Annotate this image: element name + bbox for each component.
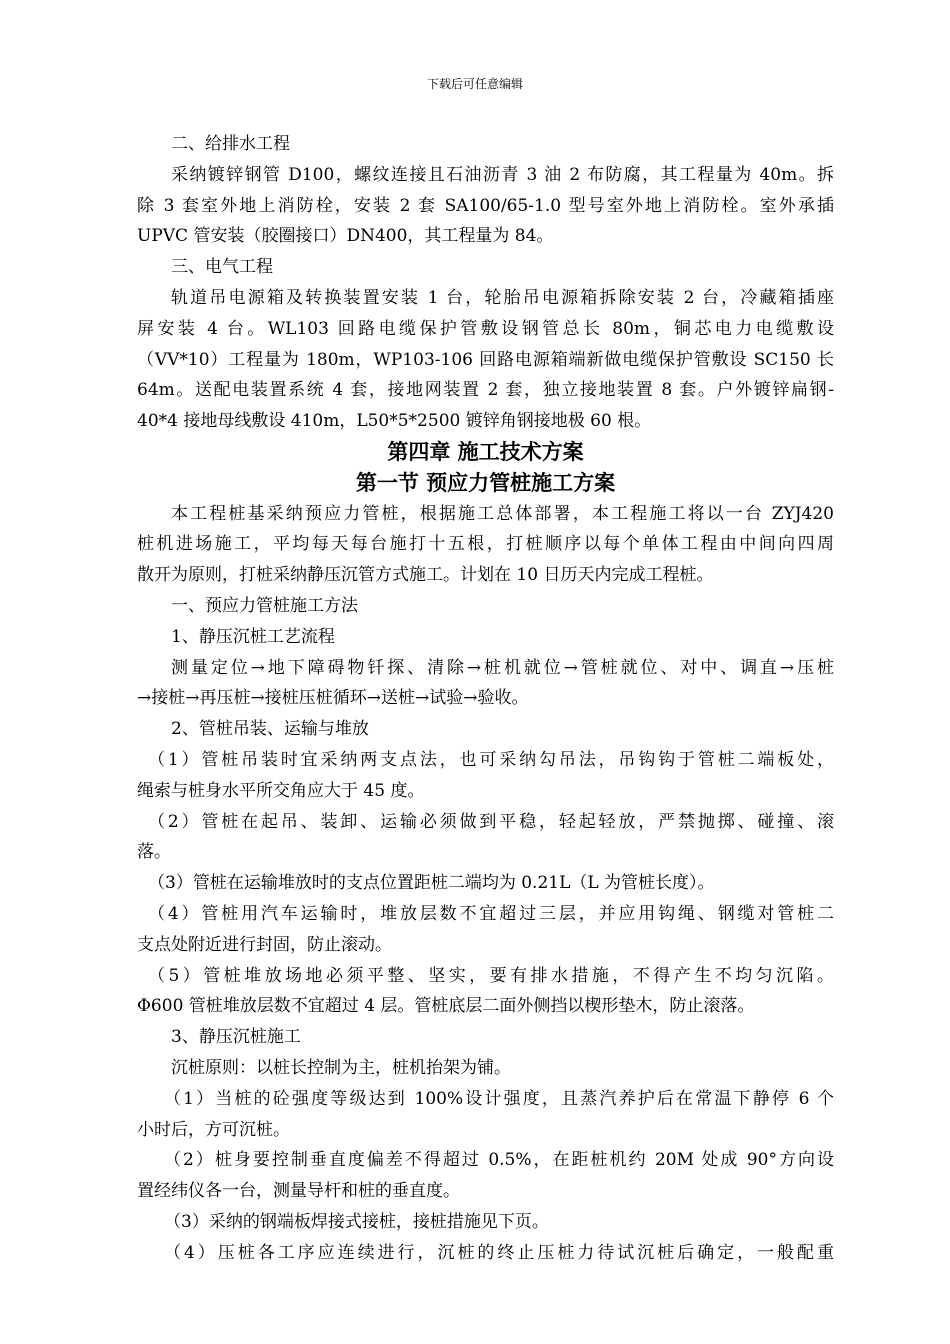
text-line: 桩机进场施工，平均每天每台施打十五根，打桩顺序以每个单体工程由中间向四周: [137, 534, 834, 555]
text-line: 散开为原则，打桩采纳静压沉管方式施工。计划在 10 日历天内完成工程桩。: [137, 565, 714, 586]
text-line: 置经纬仪各一台，测量导杆和桩的垂直度。: [137, 1181, 460, 1202]
text-line: 64m。送配电装置系统 4 套，接地网装置 2 套，独立接地装置 8 套。户外镀锌扁钢-: [137, 380, 834, 401]
text-line: 轨道吊电源箱及转换装置安装 1 台，轮胎吊电源箱拆除安装 2 台，冷藏箱插座: [171, 287, 834, 308]
text-line: 1、静压沉桩工艺流程: [171, 626, 335, 647]
page-header-note: 下载后可任意编辑: [426, 77, 523, 91]
text-line: 二、给排水工程: [171, 134, 290, 154]
text-line: 落。: [137, 842, 171, 863]
text-line: Φ600 管桩堆放层数不宜超过 4 层。管桩底层二面外侧挡以楔形垫木，防止滚落。: [137, 996, 755, 1017]
text-line: （4）压桩各工序应连续进行，沉桩的终止压桩力待试沉桩后确定，一般配重: [164, 1242, 834, 1263]
text-line: （3）管桩在运输堆放时的支点位置距桩二端均为 0.21L（L 为管桩长度）。: [148, 873, 715, 894]
text-line: 屏安装 4 台。WL103 回路电缆保护管敷设钢管总长 80m，铜芯电力电缆敷设: [137, 318, 834, 339]
text-line: 支点处附近进行封固，防止滚动。: [137, 934, 392, 955]
text-line: 沉桩原则：以桩长控制为主，桩机抬架为铺。: [171, 1057, 511, 1078]
section-heading: 第一节 预应力管桩施工方案: [355, 470, 616, 495]
text-line: UPVC 管安装（胶圈接口）DN400，其工程量为 84。: [137, 226, 554, 247]
text-line: （1）管桩吊装时宜采纳两支点法，也可采纳勾吊法，吊钩钩于管桩二端板处，: [148, 749, 834, 770]
text-line: 2、管桩吊装、运输与堆放: [171, 719, 369, 740]
text-line: 采纳镀锌钢管 D100，螺纹连接且石油沥青 3 油 2 布防腐，其工程量为 40m。拆: [171, 164, 834, 185]
text-line: 小时后，方可沉桩。: [137, 1119, 290, 1140]
text-line: 测量定位→地下障碍物钎探、清除→桩机就位→管桩就位、对中、调直→压桩: [171, 657, 834, 678]
text-line: （4）管桩用汽车运输时，堆放层数不宜超过三层，并应用钩绳、钢缆对管桩二: [148, 903, 834, 924]
text-line: 40*4 接地母线敷设 410m，L50*5*2500 镀锌角钢接地极 60 根。: [137, 411, 652, 432]
text-line: （VV*10）工程量为 180m，WP103-106 回路电源箱端新做电缆保护管敷设 SC150 长: [137, 349, 834, 370]
text-line: （2）桩身要控制垂直度偏差不得超过 0.5%，在距桩机约 20M 处成 90°方向设: [164, 1150, 834, 1171]
text-line: 除 3 套室外地上消防栓，安装 2 套 SA100/65-1.0 型号室外地上消防栓。室外承插: [137, 195, 834, 216]
text-line: 三、电气工程: [171, 257, 273, 278]
text-line: 3、静压沉桩施工: [171, 1027, 301, 1048]
text-line: →接桩→再压桩→接桩压桩循环→送桩→试验→验收。: [137, 688, 529, 709]
text-line: （1）当桩的砼强度等级达到 100%设计强度，且蒸汽养护后在常温下静停 6 个: [164, 1088, 834, 1109]
text-line: 绳索与桩身水平所交角应大于 45 度。: [137, 780, 425, 801]
text-line: 一、预应力管桩施工方法: [171, 595, 358, 616]
document-body: [137, 129, 834, 1268]
text-line: （3）采纳的钢端板焊接式接桩，接桩措施见下页。: [164, 1211, 549, 1232]
text-line: （5）管桩堆放场地必须平整、坚实，要有排水措施，不得产生不均匀沉陷。: [148, 965, 834, 986]
text-line: （2）管桩在起吊、装卸、运输必须做到平稳，轻起轻放，严禁抛掷、碰撞、滚: [148, 811, 834, 832]
section-heading: 第四章 施工技术方案: [387, 439, 584, 464]
text-line: 本工程桩基采纳预应力管桩，根据施工总体部署，本工程施工将以一台 ZYJ420: [171, 503, 834, 524]
